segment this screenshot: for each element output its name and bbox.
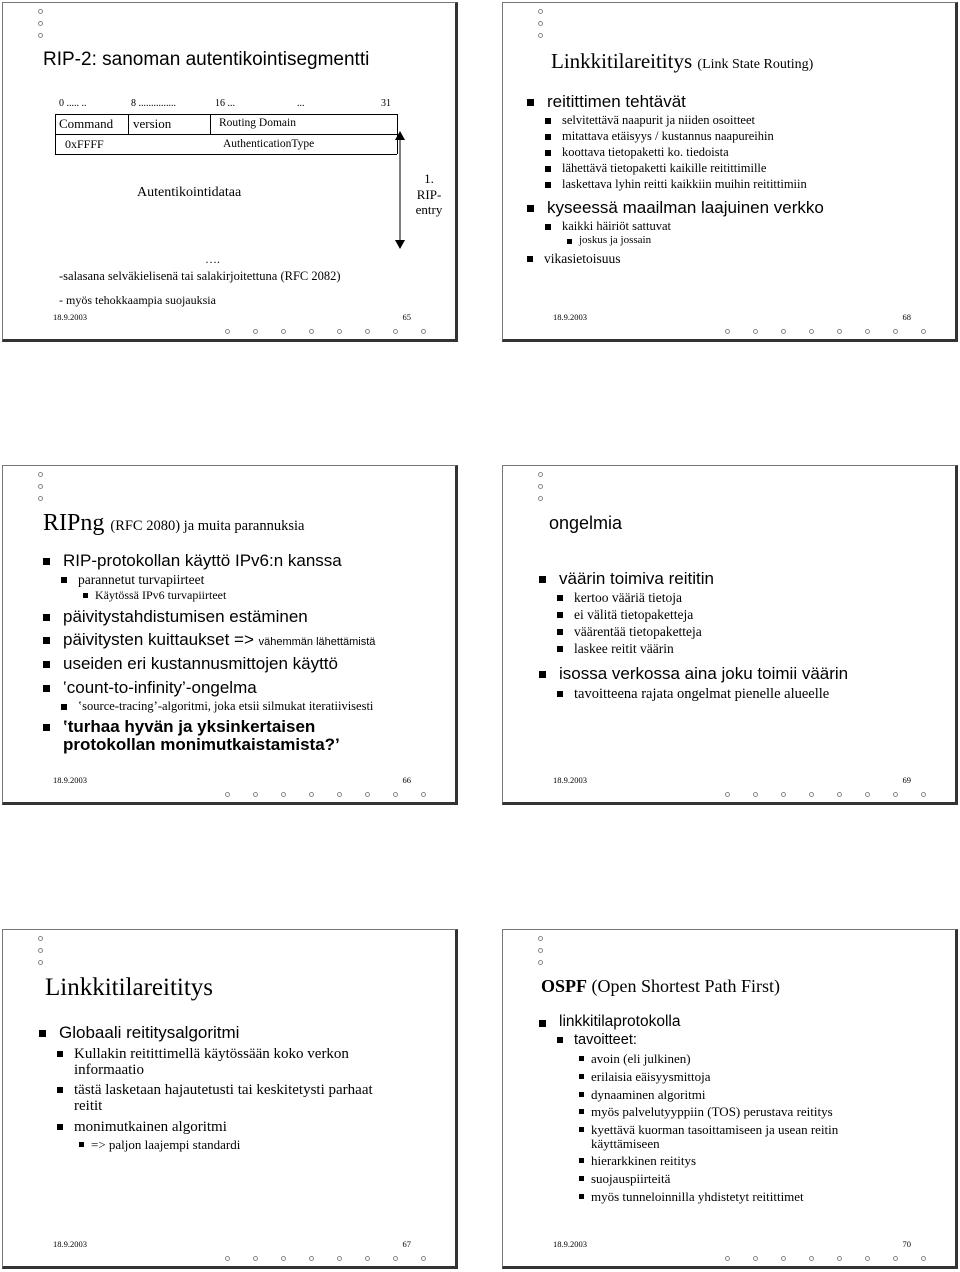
sub-bullet: tavoitteena rajata ongelmat pienelle alueelle bbox=[555, 687, 947, 702]
field-command: Command bbox=[59, 116, 114, 131]
slide-title bbox=[541, 976, 780, 997]
slide-65 bbox=[2, 2, 458, 342]
goal-item: kyettävä kuorman tasoittamiseen ja usean reitin käyttämiseen bbox=[577, 1123, 877, 1150]
bullet-text: päivitysten kuittaukset => bbox=[63, 630, 254, 650]
goal-item: myös palvelutyyppiin (TOS) perustava reititys bbox=[577, 1105, 949, 1119]
bullet: ‛count-to-infinity’-ongelma bbox=[41, 679, 445, 697]
bullet: kyseessä maailman laajuinen verkko bbox=[525, 199, 945, 217]
bit-label: 0 ..... .. bbox=[59, 98, 87, 109]
decor-dot bbox=[365, 329, 370, 334]
bit-label: 31 bbox=[381, 98, 391, 109]
slide-67 bbox=[2, 929, 458, 1269]
decor-dot bbox=[781, 329, 786, 334]
sub-sub-bullet: => paljon laajempi standardi bbox=[77, 1138, 447, 1152]
decor-dot bbox=[753, 329, 758, 334]
goal-item: erilaisia eäisyysmittoja bbox=[577, 1070, 949, 1084]
field-auth-data: Autentikointidataa bbox=[137, 185, 242, 200]
decor-dot bbox=[865, 1256, 870, 1261]
page-number: 67 bbox=[402, 1239, 411, 1249]
slide-70 bbox=[502, 929, 958, 1269]
slide-69 bbox=[502, 465, 958, 805]
decor-dots-left bbox=[538, 936, 543, 965]
bit-label: ... bbox=[297, 98, 305, 109]
decor-dot bbox=[725, 792, 730, 797]
sub-bullet: ei välitä tietopaketteja bbox=[555, 608, 947, 622]
decor-dot bbox=[538, 484, 543, 489]
decor-dot bbox=[393, 329, 398, 334]
decor-dot bbox=[38, 936, 43, 941]
decor-dot bbox=[865, 329, 870, 334]
decor-dot bbox=[538, 948, 543, 953]
decor-dot bbox=[253, 1256, 258, 1261]
decor-dots-bottom bbox=[725, 1256, 926, 1261]
decor-dot bbox=[809, 792, 814, 797]
field-ffff: 0xFFFF bbox=[65, 137, 104, 151]
bullet-list bbox=[537, 564, 947, 703]
decor-dot bbox=[421, 1256, 426, 1261]
decor-dots-left bbox=[538, 9, 543, 38]
decor-dot bbox=[281, 792, 286, 797]
sub-bullet: ‛source-tracing’-algoritmi, joka etsii silmukat iteratiivisesti bbox=[59, 700, 389, 713]
note-password: -salasana selväkielisenä tai salakirjoitettuna (RFC 2082) bbox=[59, 269, 341, 283]
decor-dot bbox=[538, 9, 543, 14]
slide-date: 18.9.2003 bbox=[53, 775, 87, 785]
decor-dot bbox=[225, 1256, 230, 1261]
decor-dot bbox=[753, 792, 758, 797]
decor-dot bbox=[225, 329, 230, 334]
decor-dots-bottom bbox=[225, 329, 426, 334]
decor-dot bbox=[38, 33, 43, 38]
sub-bullet: koottava tietopaketti ko. tiedoista bbox=[543, 146, 945, 159]
decor-dot bbox=[38, 496, 43, 501]
page-number: 70 bbox=[902, 1239, 911, 1249]
page-number: 66 bbox=[402, 775, 411, 785]
sub-bullet: laskee reitit väärin bbox=[555, 642, 947, 656]
goal-item: avoin (eli julkinen) bbox=[577, 1052, 949, 1066]
rip-entry-label: 1. RIP-entry bbox=[415, 171, 443, 218]
field-routing-domain: Routing Domain bbox=[219, 117, 296, 129]
sub-bullet: tavoitteet: bbox=[555, 1033, 949, 1048]
decor-dot bbox=[421, 329, 426, 334]
slide-date: 18.9.2003 bbox=[553, 312, 587, 322]
decor-dot bbox=[38, 948, 43, 953]
title-main: RIPng bbox=[43, 510, 105, 536]
decor-dot bbox=[865, 792, 870, 797]
decor-dot bbox=[393, 792, 398, 797]
decor-dot bbox=[837, 792, 842, 797]
decor-dot bbox=[893, 1256, 898, 1261]
decor-dot bbox=[281, 329, 286, 334]
decor-dot bbox=[365, 792, 370, 797]
decor-dot bbox=[421, 792, 426, 797]
bullet-small-text: vähemmän lähettämistä bbox=[258, 636, 376, 649]
bullet-list bbox=[525, 87, 945, 266]
decor-dot bbox=[365, 1256, 370, 1261]
decor-dot bbox=[921, 792, 926, 797]
decor-dot bbox=[809, 329, 814, 334]
bullet bbox=[41, 631, 445, 649]
page-number: 68 bbox=[902, 312, 911, 322]
decor-dot bbox=[38, 9, 43, 14]
decor-dot bbox=[309, 1256, 314, 1261]
goal-item: hierarkkinen reititys bbox=[577, 1154, 949, 1168]
decor-dot bbox=[309, 329, 314, 334]
field-version: version bbox=[133, 116, 172, 131]
decor-dot bbox=[538, 33, 543, 38]
sub-bullet: kaikki häiriöt sattuvat bbox=[543, 220, 945, 233]
decor-dots-bottom bbox=[725, 792, 926, 797]
goal-item: suojauspiirteitä bbox=[577, 1172, 949, 1186]
decor-dot bbox=[225, 792, 230, 797]
sub-bullet: parannetut turvapiirteet bbox=[59, 573, 445, 587]
decor-dot bbox=[538, 936, 543, 941]
page-number: 65 bbox=[402, 312, 411, 322]
bullet: ‛turhaa hyvän ja yksinkertaisen protokollan monimutkaistamista?’ bbox=[41, 718, 381, 754]
sub-bullet: mitattava etäisyys / kustannus naapureihin bbox=[543, 130, 945, 143]
decor-dot bbox=[38, 484, 43, 489]
decor-dot bbox=[281, 1256, 286, 1261]
decor-dot bbox=[837, 1256, 842, 1261]
decor-dot bbox=[893, 792, 898, 797]
decor-dots-bottom bbox=[225, 1256, 426, 1261]
title-sub: (RFC 2080) ja muita parannuksia bbox=[110, 518, 305, 534]
decor-dot bbox=[38, 960, 43, 965]
sub-bullet: tästä lasketaan hajautetusti tai keskitetysti parhaat reitit bbox=[55, 1083, 395, 1115]
decor-dot bbox=[253, 329, 258, 334]
sub-bullet: väärentää tietopaketteja bbox=[555, 625, 947, 639]
bullet: reitittimen tehtävät bbox=[525, 93, 945, 111]
decor-dot bbox=[725, 329, 730, 334]
bullet: päivitystahdistumisen estäminen bbox=[41, 608, 445, 626]
slide-date: 18.9.2003 bbox=[553, 1239, 587, 1249]
bit-label: 8 ............... bbox=[131, 98, 176, 109]
slide-date: 18.9.2003 bbox=[53, 312, 87, 322]
bullet: väärin toimiva reititin bbox=[537, 570, 947, 588]
bullet-list bbox=[37, 1018, 447, 1151]
decor-dots-bottom bbox=[725, 329, 926, 334]
sub-sub-bullet: joskus ja jossain bbox=[565, 235, 945, 247]
decor-dot bbox=[309, 792, 314, 797]
bullet: RIP-protokollan käyttö IPv6:n kanssa bbox=[41, 552, 445, 570]
goal-item: dynaaminen algoritmi bbox=[577, 1088, 949, 1102]
decor-dots-left bbox=[38, 472, 43, 501]
slide-title: Linkkitilareititys bbox=[45, 974, 214, 1001]
sub-bullet: lähettävä tietopaketti kaikille reitittimille bbox=[543, 162, 945, 175]
decor-dot bbox=[921, 1256, 926, 1261]
decor-dot bbox=[753, 1256, 758, 1261]
decor-dot bbox=[253, 792, 258, 797]
sub-bullet: laskettava lyhin reitti kaikkiin muihin reitittimiin bbox=[543, 178, 945, 191]
bullet: linkkitilaprotokolla bbox=[537, 1014, 949, 1030]
slide-date: 18.9.2003 bbox=[53, 1239, 87, 1249]
decor-dots-left bbox=[38, 9, 43, 38]
bullet: useiden eri kustannusmittojen käyttö bbox=[41, 655, 445, 673]
rip-entry-arrow bbox=[393, 131, 407, 249]
slide-date: 18.9.2003 bbox=[553, 775, 587, 785]
slide-68 bbox=[502, 2, 958, 342]
bullet: isossa verkossa aina joku toimii väärin bbox=[537, 665, 947, 683]
decor-dot bbox=[781, 1256, 786, 1261]
decor-dot bbox=[781, 792, 786, 797]
page-number: 69 bbox=[902, 775, 911, 785]
decor-dot bbox=[538, 960, 543, 965]
decor-dot bbox=[38, 21, 43, 26]
decor-dots-left bbox=[38, 936, 43, 965]
bit-label: 16 ... bbox=[215, 98, 235, 109]
decor-dot bbox=[337, 792, 342, 797]
decor-dot bbox=[538, 496, 543, 501]
sub-bullet: Kullakin reitittimellä käytössään koko verkon informaatio bbox=[55, 1047, 395, 1079]
field-auth-type: AuthenticationType bbox=[223, 138, 315, 150]
bullet-list bbox=[41, 546, 445, 754]
decor-dot bbox=[337, 329, 342, 334]
decor-dot bbox=[809, 1256, 814, 1261]
title-rest: (Open Shortest Path First) bbox=[591, 976, 781, 996]
decor-dot bbox=[337, 1256, 342, 1261]
decor-dot bbox=[393, 1256, 398, 1261]
bullet-list bbox=[537, 1008, 949, 1203]
rip-auth-segment-diagram bbox=[55, 98, 397, 266]
decor-dots-left bbox=[538, 472, 543, 501]
decor-dots-bottom bbox=[225, 792, 426, 797]
ellipsis: …. bbox=[205, 252, 220, 266]
sub-bullet: kertoo vääriä tietoja bbox=[555, 591, 947, 605]
decor-dot bbox=[538, 21, 543, 26]
slide-title bbox=[43, 510, 304, 537]
bullet: Globaali reititysalgoritmi bbox=[37, 1024, 447, 1042]
sub-bullet: vikasietoisuus bbox=[525, 252, 945, 266]
decor-dot bbox=[837, 329, 842, 334]
title-main: Linkkitilareititys bbox=[551, 49, 693, 73]
slide-66 bbox=[2, 465, 458, 805]
slide-title: ongelmia bbox=[549, 513, 623, 533]
slide-title bbox=[551, 49, 813, 74]
sub-sub-bullet: Käytössä IPv6 turvapiirteet bbox=[81, 589, 445, 602]
goal-item: myös tunneloinnilla yhdistetyt reitittimet bbox=[577, 1190, 949, 1204]
title-bold: OSPF bbox=[541, 976, 588, 996]
decor-dot bbox=[921, 329, 926, 334]
note-stronger: - myös tehokkaampia suojauksia bbox=[59, 293, 216, 307]
sub-bullet: monimutkainen algoritmi bbox=[55, 1120, 447, 1136]
decor-dot bbox=[893, 329, 898, 334]
slide-title: RIP-2: sanoman autentikointisegmentti bbox=[43, 49, 370, 70]
title-sub: (Link State Routing) bbox=[697, 57, 814, 72]
decor-dot bbox=[38, 472, 43, 477]
decor-dot bbox=[725, 1256, 730, 1261]
sub-bullet: selvitettävä naapurit ja niiden osoitteet bbox=[543, 114, 945, 127]
decor-dot bbox=[538, 472, 543, 477]
